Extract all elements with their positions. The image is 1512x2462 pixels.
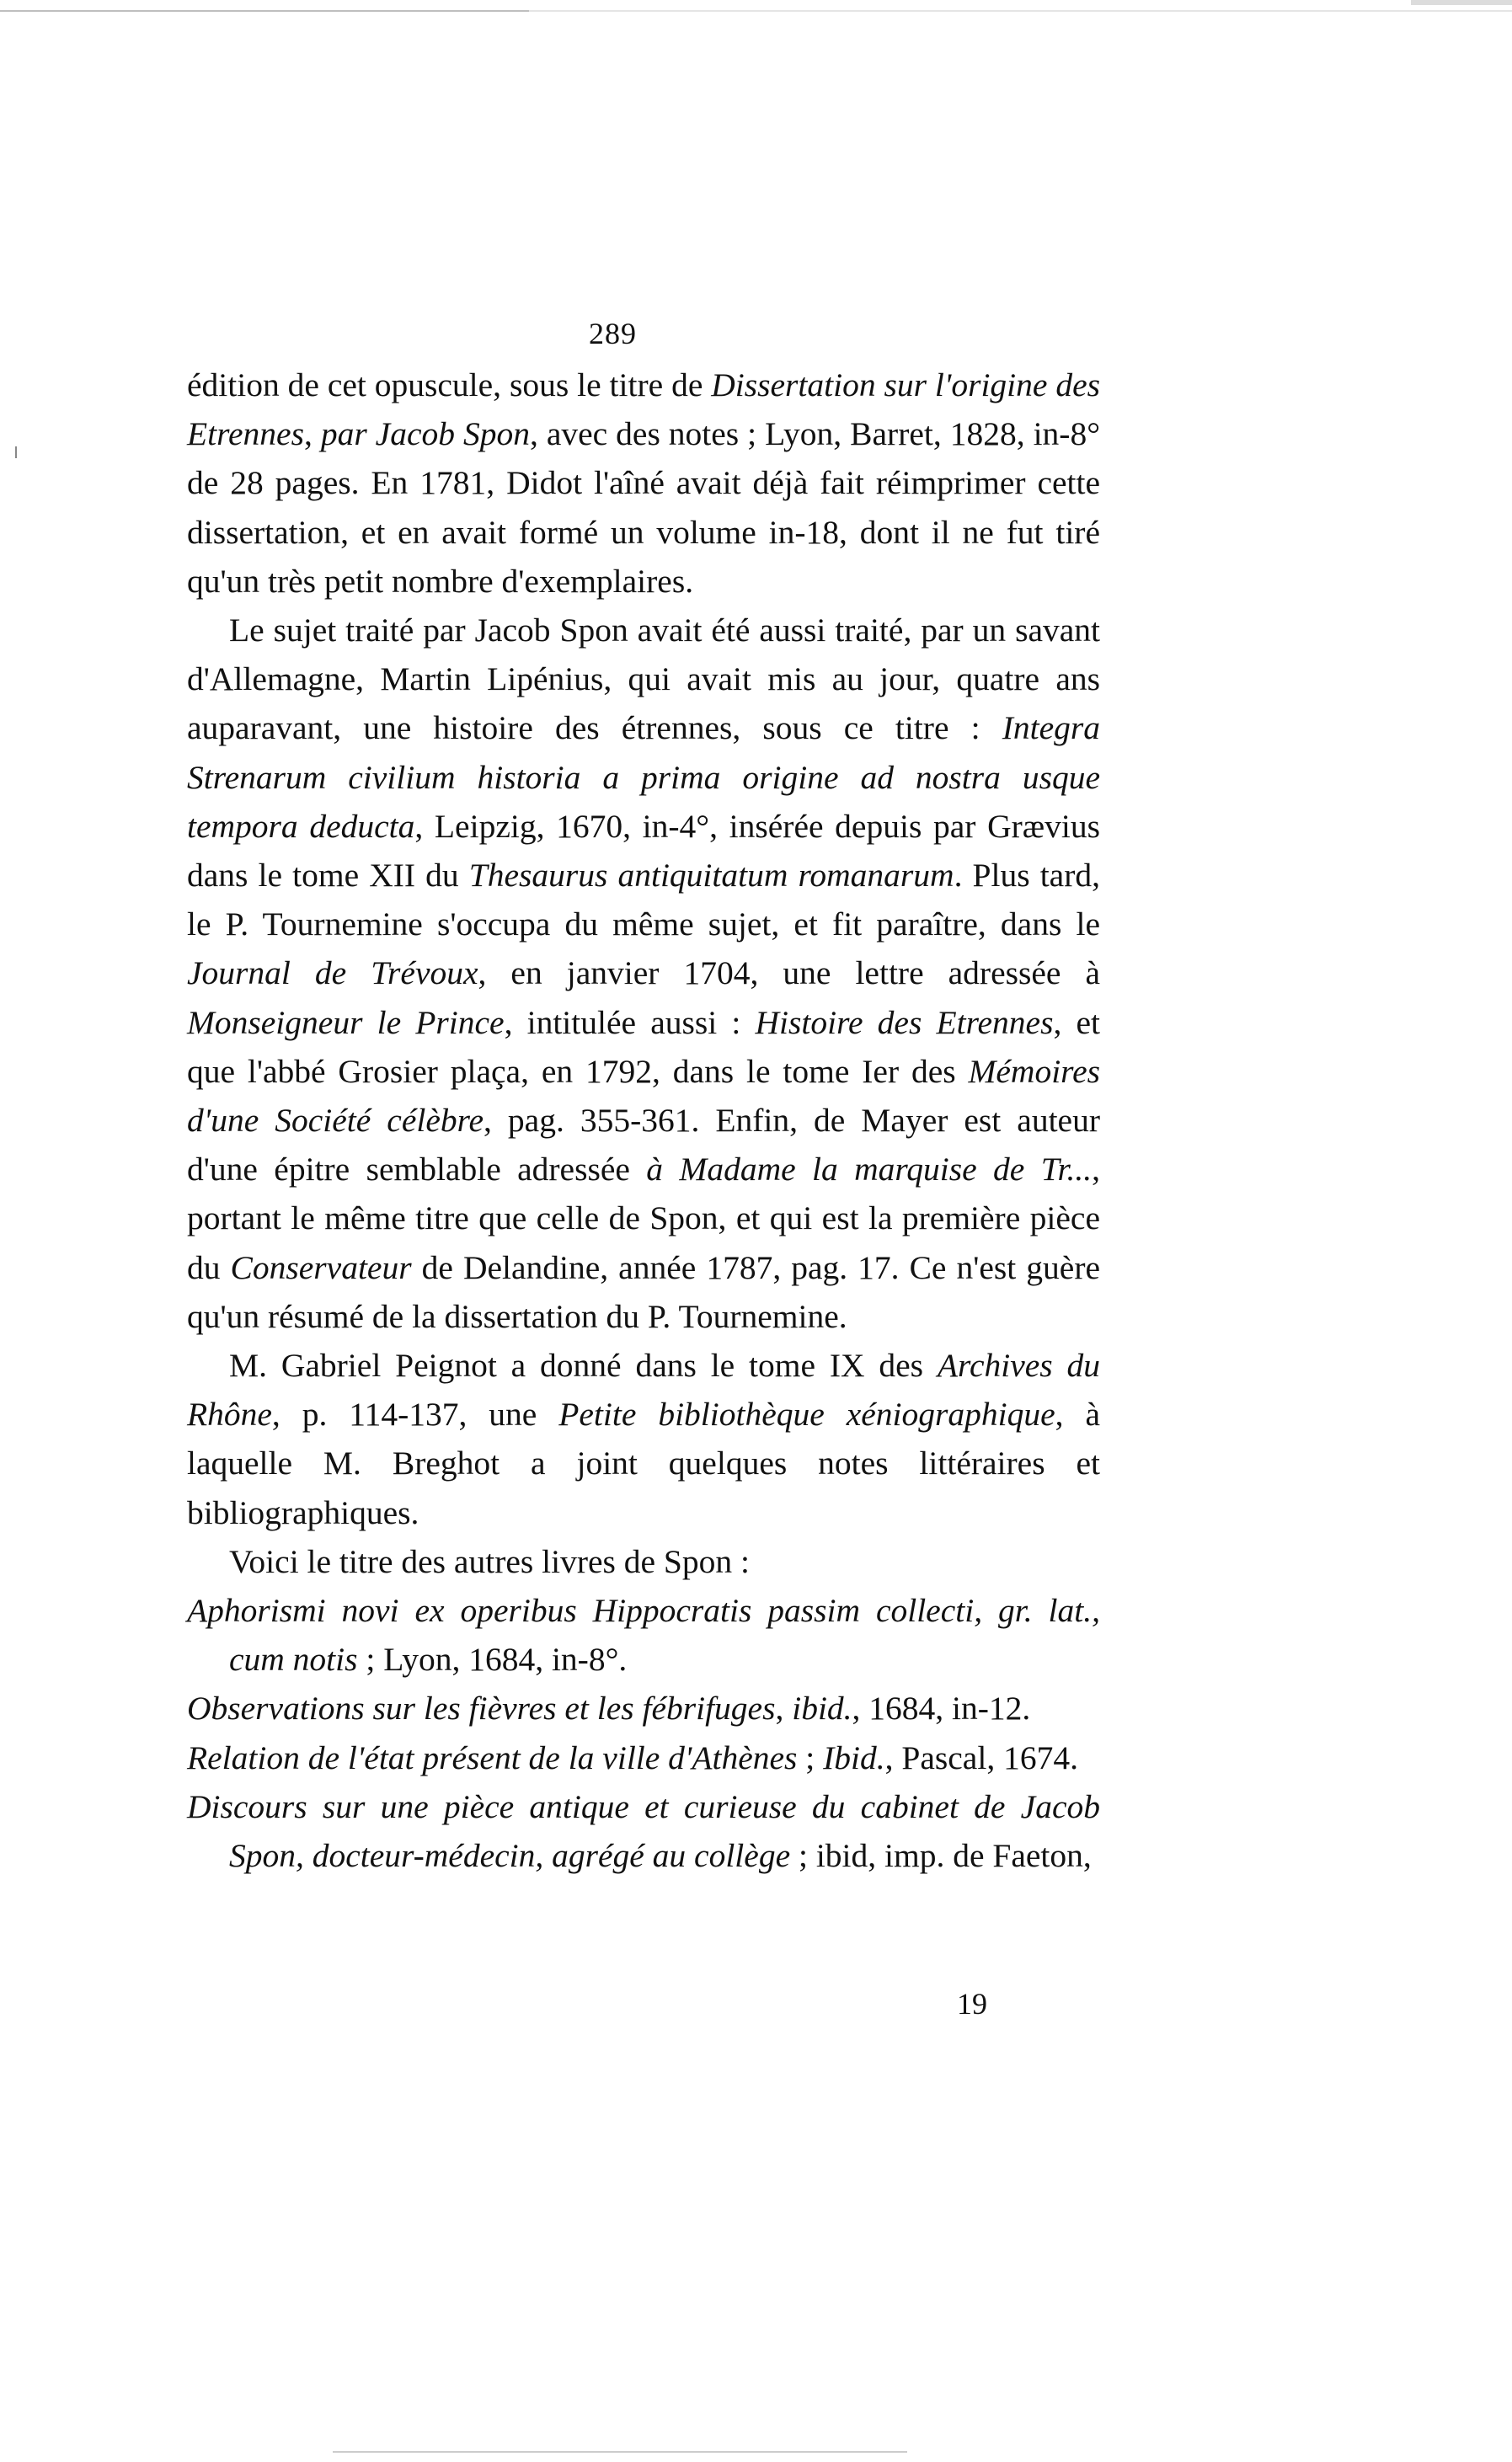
paragraph-2: Le sujet traité par Jacob Spon avait été aussi traité, par un savant d'Allemagne, Martin Lipénius, qui avait mis au jour, quatre ans auparavant, une histoire des étrennes, sous ce titre : Integra Strenarum civilium historia a prima origine ad nostra usque tempora deducta, Leipzig, 1670, in-4°, insérée depuis par Grævius dans le tome XII du Thesaurus antiquitatum romanarum. Plus tard, le P. Tournemine s'occupa du même sujet, et fit paraître, dans le Journal de Trévoux, en janvier 1704, une lettre adressée à Monseigneur le Prince, intitulée aussi : Histoire des Etrennes, et que l'abbé Grosier plaça, en 1792, dans le tome Ier des Mémoires d'une Société célèbre, pag. 355-361. Enfin, de Mayer est auteur d'une épitre semblable adressée à Madame la marquise de Tr..., portant le même titre que celle de Spon, et qui est la première pièce du Conservateur de Delandine, année 1787, pag. 17. Ce n'est guère qu'un résumé de la dissertation du P. Tournemine.	[187, 611, 1101, 1335]
italic-title: Ibid.	[823, 1738, 885, 1776]
top-scan-rule	[0, 10, 1512, 12]
book-list	[187, 1586, 1100, 1880]
italic-title: Dissertation sur l'origine des Etrennes	[187, 366, 1100, 453]
book-entry: Aphorismi novi ex operibus Hippocratis passim collecti, gr. lat., cum notis ; Lyon, 1684, in-8°.	[187, 1592, 1100, 1679]
top-scan-edge	[1411, 0, 1512, 5]
italic-title: ibid.	[792, 1690, 852, 1728]
italic-title: Thesaurus antiquitatum romanarum	[468, 857, 954, 895]
margin-mark	[15, 446, 17, 458]
italic-title: Discours sur une pièce antique et curieuse du cabinet de Jacob Spon, docteur-médecin, agrégé au collège	[187, 1787, 1100, 1875]
paragraph-3: M. Gabriel Peignot a donné dans le tome IX des Archives du Rhône, p. 114-137, une Petite bibliothèque xéniographique, à laquelle M. Breghot a joint quelques notes littéraires et bibliographiques.	[187, 1347, 1100, 1531]
italic-title: Integra Strenarum civilium historia a prima origine ad nostra usque tempora deducta	[187, 709, 1100, 845]
italic-title: Conservateur	[230, 1248, 412, 1286]
italic-title: Relation de l'état présent de la ville d'Athènes	[187, 1738, 798, 1776]
signature-mark: 19	[957, 1987, 987, 2021]
body-text	[187, 360, 1100, 1880]
paragraph-4: Voici le titre des autres livres de Spon :	[229, 1542, 750, 1580]
italic-title: Journal de Trévoux	[187, 954, 478, 992]
italic-title: Histoire des Etrennes	[755, 1003, 1054, 1041]
paragraph-1: édition de cet opuscule, sous le titre de Dissertation sur l'origine des Etrennes, par Jacob Spon, avec des notes ; Lyon, Barret, 1828, in-8° de 28 pages. En 1781, Didot l'aîné avait déjà fait réimprimer cette dissertation, et en avait formé un volume in-18, dont il ne fut tiré qu'un très petit nombre d'exemplaires.	[187, 366, 1100, 600]
italic-title: par Jacob Spon	[320, 415, 530, 453]
bottom-scan-rule	[0, 2451, 1512, 2453]
italic-title: Monseigneur le Prince	[187, 1003, 505, 1041]
italic-title: à Madame la marquise de Tr...	[646, 1151, 1093, 1188]
italic-title: Aphorismi novi ex operibus Hippocratis passim collecti, gr. lat., cum notis	[187, 1592, 1100, 1679]
italic-title: Mémoires d'une Société célèbre	[187, 1052, 1100, 1140]
book-entry: Discours sur une pièce antique et curieuse du cabinet de Jacob Spon, docteur-médecin, agrégé au collège ; ibid, imp. de Faeton,	[187, 1787, 1100, 1875]
page-number: 289	[589, 317, 637, 350]
italic-title: Observations sur les fièvres et les fébrifuges	[187, 1690, 776, 1728]
book-entry: Observations sur les fièvres et les fébrifuges, ibid., 1684, in-12.	[187, 1690, 1031, 1728]
italic-title: Archives du Rhône	[187, 1347, 1100, 1434]
book-entry: Relation de l'état présent de la ville d'Athènes ; Ibid., Pascal, 1674.	[187, 1738, 1078, 1776]
italic-title: Petite bibliothèque xéniographique	[558, 1396, 1055, 1434]
